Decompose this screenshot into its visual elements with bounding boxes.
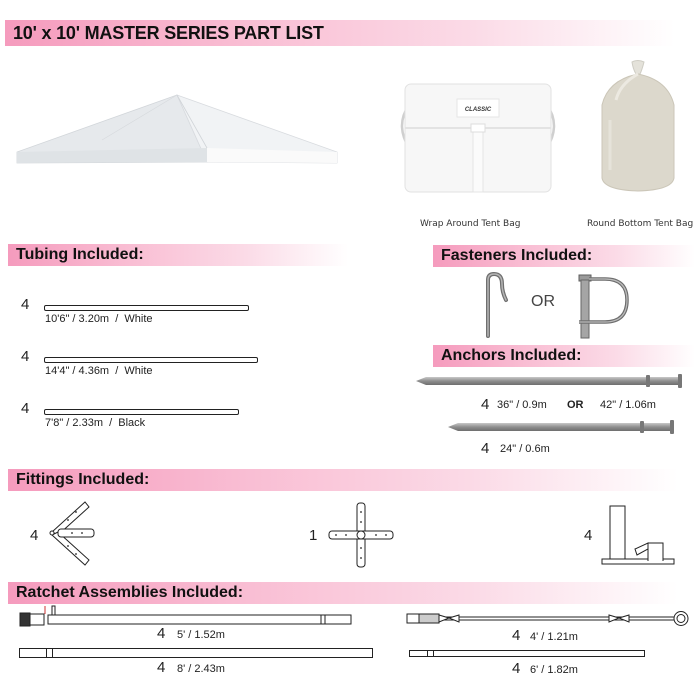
fittings-heading: Fittings Included: [8,469,678,491]
tubing-heading: Tubing Included: [8,244,348,266]
anchor-stake-short-icon [448,420,678,434]
fitting-qty: 1 [309,527,318,544]
fastener-or-label: OR [531,293,555,310]
tubing-qty: 4 [21,296,30,313]
hook-pin-icon [482,272,512,338]
wrap-around-bag-label: Wrap Around Tent Bag [420,219,521,229]
tube-10ft6 [44,305,249,311]
round-bottom-bag-label: Round Bottom Tent Bag [587,219,694,229]
ratchet-qty: 4 [512,627,521,644]
ratchet-strap-4ft-icon [407,611,692,627]
ratchet-spec: 4' / 1.21m [530,631,578,643]
tubing-qty: 4 [21,348,30,365]
foot-plate-icon [600,505,675,565]
strap-8ft [19,648,373,658]
ratchet-qty: 4 [157,659,166,676]
anchor-spec: 24" / 0.6m [500,443,550,455]
page-title: 10' x 10' MASTER SERIES PART LIST [5,20,675,46]
wrap-around-bag-image [393,80,563,200]
corner-fitting-icon [48,502,98,566]
anchor-or-label: OR [567,399,584,411]
tube-14ft4 [44,357,258,363]
anchor-alt-spec: 42" / 1.06m [600,399,656,411]
anchor-qty: 4 [481,440,490,457]
tubing-spec: 14'4" / 4.36m / White [45,365,153,377]
anchor-qty: 4 [481,396,490,413]
tubing-qty: 4 [21,400,30,417]
strap-6ft-stitch [427,650,434,657]
ratchets-heading: Ratchet Assemblies Included: [8,582,678,604]
ratchet-qty: 4 [157,625,166,642]
center-cross-fitting-icon [328,502,394,568]
fasteners-heading: Fasteners Included: [433,245,695,267]
lynch-pin-icon [575,272,635,340]
svg-text:CLASSIC: CLASSIC [464,107,492,113]
strap-6ft [409,650,645,657]
ratchet-strap-5ft-icon [18,604,358,628]
fitting-qty: 4 [584,527,593,544]
fitting-qty: 4 [30,527,39,544]
anchors-heading: Anchors Included: [433,345,695,367]
ratchet-spec: 6' / 1.82m [530,664,578,676]
tubing-spec: 10'6" / 3.20m / White [45,313,153,325]
round-bottom-bag-image [598,60,678,195]
anchor-stake-long-icon [416,374,686,388]
ratchet-spec: 5' / 1.52m [177,629,225,641]
canopy-top-image [12,90,342,170]
tube-7ft8 [44,409,239,415]
ratchet-spec: 8' / 2.43m [177,663,225,675]
anchor-spec: 36" / 0.9m [497,399,547,411]
ratchet-qty: 4 [512,660,521,677]
strap-8ft-stitch [46,648,53,658]
tubing-spec: 7'8" / 2.33m / Black [45,417,146,429]
